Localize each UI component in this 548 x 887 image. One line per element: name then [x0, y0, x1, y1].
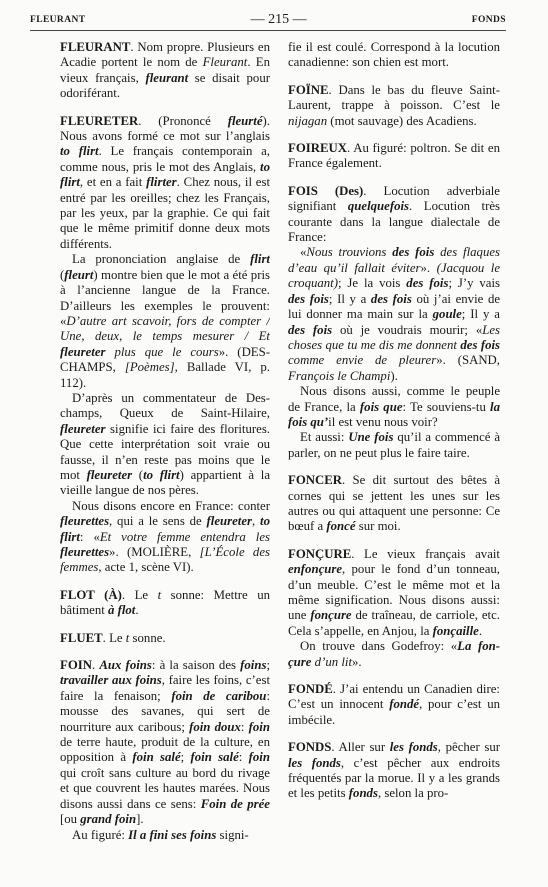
entry-paragraph: Nous disons encore en France: conter fleurettes, qui a le sens de fleureter, to flirt: «Et votre femme entendra les fleurettes». (MOLIÈRE, [L’École des femmes, acte 1, scène VI). [60, 498, 270, 575]
entry-paragraph: Au figuré: Il a fini ses foins signi- [72, 827, 249, 842]
entry-paragraph: FONDS. Aller sur les fonds, pêcher sur les fonds, c’est pêcher aux endroits fréquentés par la morue. Il y a les grands et les petits fonds, selon la pro- [288, 740, 500, 801]
dictionary-entry-foin [60, 658, 270, 843]
entry-paragraph: fie il est coulé. Correspond à la locution canadienne: son chien est mort. [288, 40, 500, 70]
dictionary-entry-flot [60, 588, 270, 619]
entry-paragraph: FONDÉ. J’ai entendu un Canadien dire: C’est un innocent fondé, pour c’est un imbécile. [288, 682, 500, 727]
running-header [30, 10, 506, 31]
entry-paragraph: D’après un commentateur de Deschamps, Queux de Saint-Hilaire, fleureter signifie ici faire des floritures. Que cette interprétation soit vraie ou fausse, il n’en reste pas moins que le mot fleureter (to flirt) appartient à la vieille langue de nos pères. [60, 390, 270, 498]
dictionary-entry-foireux [288, 141, 500, 172]
header-last-entry: FONDS [471, 15, 506, 25]
dictionary-entry-fluet [60, 631, 270, 646]
entry-paragraph: FLOT (À). Le t sonne: Mettre un bâtiment à flot. [60, 587, 270, 618]
dictionary-entry-foncer [288, 473, 500, 535]
entry-paragraph: FLUET. Le t sonne. [60, 630, 166, 645]
left-column [60, 40, 270, 880]
dictionary-entry-foin-cont [288, 40, 500, 71]
entry-paragraph: FONÇURE. Le vieux français avait enfonçure, pour le fond d’un tonneau, d’un meuble. C’est le même mot et la même signification. Nous disons aussi: une fonçure de traîneau, de carriole, etc. Cela s’appelle, en Anjou, la fonçaille. [288, 546, 500, 638]
entry-paragraph: FOIN. Aux foins: à la saison des foins; travailler aux foins, faire les foins, c’est faire la fenaison; foin de caribou: mousse des savanes, qui sert de nourriture aux caribous; foin doux: foin de terre haute, produit de la culture, en opposition à foin salé; foin salé: foin qui croît sans culture au bord du rivage et que couvrent les hautes marées. Nous disons aussi dans ce sens: Foin de prée [ou grand foin]. [60, 658, 270, 827]
entry-paragraph: «Nous trouvions des fois des flaques d’eau qu’il fallait éviter». (Jacquou le croquant); Je la vois des fois; J’y vais des fois; Il y a des fois où j’ai envie de lui donner ma main sur la goule; Il y a des fois où je voudrais mourir; «Les choses que tu me dis me donnent des fois comme envie de pleurer». (SAND, François le Champi). [288, 245, 500, 383]
entry-paragraph: On trouve dans Godefroy: «La fonçure d’un lit». [288, 639, 500, 669]
entry-paragraph: FONCER. Se dit surtout des bêtes à cornes qui se jettent les unes sur les autres ou qui attaquent une personne: Ce bœuf a foncé sur moi. [288, 473, 500, 534]
entry-paragraph: Et aussi: Une fois qu’il a commencé à parler, on ne peut plus le faire taire. [288, 430, 500, 460]
dictionary-entry-foine [288, 83, 500, 129]
entry-paragraph: FOIREUX. Au figuré: poltron. Se dit en France également. [288, 141, 500, 171]
header-first-entry: FLEURANT [30, 15, 86, 25]
dictionary-entry-fonds [288, 740, 500, 802]
dictionary-entry-fonde [288, 682, 500, 728]
right-column [288, 40, 500, 880]
dictionary-entry-foncure [288, 547, 500, 670]
entry-paragraph: FLEURETER. (Prononcé fleurté). Nous avons formé ce mot sur l’anglais to flirt. Le français contemporain a, comme nous, pris le mot des Anglais, to flirt, et en a fait flirter. Chez nous, il est entré par les oreilles; chez les Français, par les yeux, par la graphie. Ce qui fait que le même primitif donne deux mots différents. [60, 113, 270, 251]
entry-paragraph: Nous disons aussi, comme le peuple de France, la fois que: Te souviens-tu la fois qu’il est venu nous voir? [288, 384, 500, 429]
dictionary-entry-fleureter [60, 114, 270, 576]
dictionary-entry-fois [288, 184, 500, 461]
entry-paragraph: FOIS (Des). Locution adverbiale signifiant quelquefois. Locution très courante dans la langue dialectale de France: [288, 183, 500, 245]
entry-paragraph: La prononciation anglaise de flirt (fleurt) montre bien que le mot a été pris à l’ancienne langue de la France. D’ailleurs les exemples le prouvent: «D’autre art scavoir, fors de compter / Une, deux, le temps mesurer / Et fleureter plus que le cours». (DESCHAMPS, [Poèmes], Ballade VI, p. 112). [60, 252, 270, 390]
dictionary-entry-fleurant [60, 40, 270, 102]
entry-paragraph: FOÏNE. Dans le bas du fleuve Saint-Laurent, trappe à poisson. C’est le nijagan (mot sauvage) des Acadiens. [288, 82, 500, 128]
entry-paragraph: FLEURANT. Nom propre. Plusieurs en Acadie portent le nom de Fleurant. En vieux français, fleurant se disait pour odoriférant. [60, 40, 270, 101]
page-number: — 215 — [250, 12, 307, 27]
